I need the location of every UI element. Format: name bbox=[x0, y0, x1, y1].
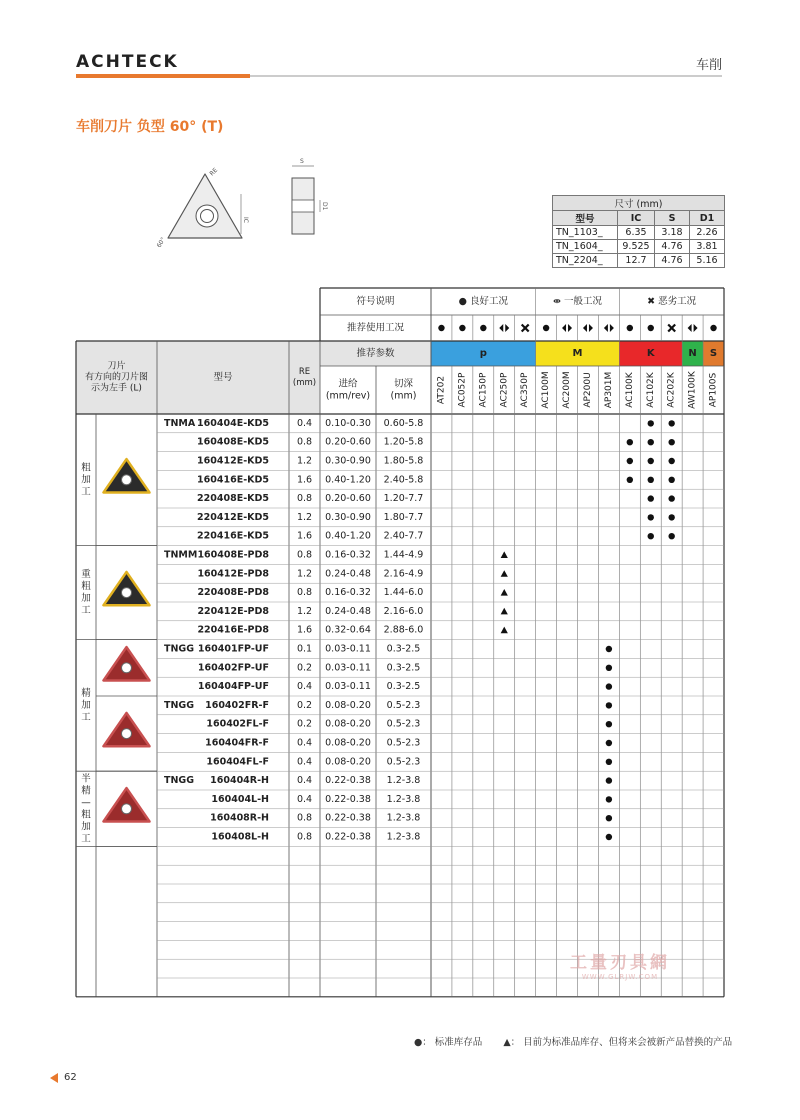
availability-mark bbox=[668, 458, 674, 464]
model-number: 160416E-KD5 bbox=[197, 474, 269, 486]
insert-hole-icon bbox=[122, 804, 132, 814]
dim-cell: 5.16 bbox=[690, 254, 725, 268]
iso-group-label: K bbox=[646, 348, 655, 359]
depth-value: 0.3-2.5 bbox=[386, 643, 421, 655]
availability-mark bbox=[606, 702, 612, 708]
condition-mark bbox=[568, 324, 572, 332]
model-number: 160404E-KD5 bbox=[197, 417, 269, 429]
depth-value: 2.16-6.0 bbox=[383, 605, 424, 617]
grade-name: AC150P bbox=[478, 372, 489, 408]
availability-mark bbox=[606, 777, 612, 783]
grade-name: AC052P bbox=[457, 372, 468, 408]
re-value: 0.4 bbox=[296, 775, 313, 787]
depth-value: 0.60-5.8 bbox=[383, 417, 424, 429]
depth-value: 1.80-5.8 bbox=[383, 455, 424, 467]
legend bbox=[414, 1034, 736, 1048]
dim-cell: 4.76 bbox=[655, 254, 690, 268]
section-label: 加 bbox=[81, 699, 91, 711]
availability-mark bbox=[668, 420, 674, 426]
availability-mark bbox=[501, 608, 508, 615]
re-value: 0.8 bbox=[296, 812, 313, 824]
depth-value: 1.44-4.9 bbox=[383, 549, 424, 561]
availability-mark bbox=[648, 514, 654, 520]
condition-mark bbox=[583, 324, 587, 332]
feed-value: 0.30-0.90 bbox=[325, 455, 371, 467]
re-value: 1.2 bbox=[296, 511, 313, 523]
page-number: 62 bbox=[64, 1072, 77, 1083]
feed-value: 0.32-0.64 bbox=[325, 624, 371, 636]
section-label: 加 bbox=[81, 474, 91, 486]
availability-mark bbox=[606, 665, 612, 671]
re-value: 0.4 bbox=[296, 793, 313, 805]
model-number: 160401FP-UF bbox=[197, 643, 269, 655]
condition-mark bbox=[627, 325, 633, 331]
re-label: RE bbox=[208, 166, 220, 178]
availability-mark bbox=[606, 834, 612, 840]
re-col-header: RE bbox=[298, 367, 311, 377]
re-value: 0.8 bbox=[296, 493, 313, 505]
section-label: 粗 bbox=[81, 462, 91, 474]
depth-value: 1.2-3.8 bbox=[386, 775, 421, 787]
section-label: 工 bbox=[81, 486, 91, 498]
depth-col-header: 切深 bbox=[393, 378, 414, 390]
availability-mark bbox=[668, 514, 674, 520]
insert-hole-icon bbox=[122, 588, 132, 598]
feed-value: 0.16-0.32 bbox=[325, 587, 371, 599]
grade-name: AC202K bbox=[666, 372, 677, 408]
section-label: 重 bbox=[81, 569, 91, 581]
depth-value: 0.3-2.5 bbox=[386, 681, 421, 693]
symbol-label: 符号说明 bbox=[356, 296, 395, 307]
feed-col-header: (mm/rev) bbox=[325, 390, 371, 402]
section-label: 粗 bbox=[81, 809, 91, 821]
availability-mark bbox=[606, 646, 612, 652]
dim-cell: TN_1103_ bbox=[553, 226, 618, 240]
re-value: 0.8 bbox=[296, 587, 313, 599]
depth-value: 0.5-2.3 bbox=[386, 756, 421, 768]
iso-group-label: S bbox=[709, 348, 718, 359]
ic-label: IC bbox=[242, 217, 249, 223]
dim-cell: 4.76 bbox=[655, 240, 690, 254]
re-value: 0.8 bbox=[296, 436, 313, 448]
legend-replace: ▲： 目前为标准品库存、但将来会被新产品替换的产品 bbox=[503, 1037, 733, 1048]
section-label: — bbox=[81, 797, 91, 809]
re-value: 0.4 bbox=[296, 417, 313, 429]
iso-group-label: N bbox=[688, 348, 697, 359]
model-number: 220416E-PD8 bbox=[197, 624, 269, 636]
availability-mark bbox=[648, 533, 654, 539]
insert-hole-icon bbox=[122, 729, 132, 739]
section-label: 工 bbox=[81, 605, 91, 617]
model-prefix: TNGG bbox=[164, 643, 195, 655]
availability-mark bbox=[606, 796, 612, 802]
dim-header: IC bbox=[618, 211, 655, 226]
depth-value: 1.44-6.0 bbox=[383, 587, 424, 599]
availability-mark bbox=[648, 458, 654, 464]
re-value: 0.8 bbox=[296, 549, 313, 561]
re-value: 0.2 bbox=[296, 699, 313, 711]
condition-mark bbox=[610, 324, 614, 332]
dim-cell: TN_2204_ bbox=[553, 254, 618, 268]
depth-value: 2.88-6.0 bbox=[383, 624, 424, 636]
symbol-general: ⇼ 一般工况 bbox=[553, 296, 602, 307]
condition-mark bbox=[648, 325, 654, 331]
model-number: 160404FP-UF bbox=[197, 681, 269, 693]
depth-col-header: (mm) bbox=[390, 390, 417, 402]
model-number: 160412E-PD8 bbox=[197, 568, 269, 580]
grade-name: AP200U bbox=[582, 372, 593, 408]
depth-value: 2.40-7.7 bbox=[383, 530, 424, 542]
section-label: 半 bbox=[81, 773, 91, 785]
feed-value: 0.08-0.20 bbox=[325, 756, 371, 768]
feed-value: 0.30-0.90 bbox=[325, 511, 371, 523]
feed-value: 0.24-0.48 bbox=[325, 605, 371, 617]
availability-mark bbox=[627, 458, 633, 464]
depth-value: 2.40-5.8 bbox=[383, 474, 424, 486]
category-label: 车削 bbox=[695, 58, 722, 73]
model-number: 160402FR-F bbox=[205, 699, 269, 711]
iso-group-label: p bbox=[479, 348, 487, 359]
condition-mark bbox=[543, 325, 549, 331]
d1-label: D1 bbox=[321, 202, 328, 211]
dim-cell: 3.18 bbox=[655, 226, 690, 240]
grade-name: AT202 bbox=[436, 375, 447, 405]
feed-value: 0.22-0.38 bbox=[325, 831, 371, 843]
recommend-label: 推荐使用工况 bbox=[346, 322, 405, 334]
dim-cell: TN_1604_ bbox=[553, 240, 618, 254]
condition-mark bbox=[438, 325, 444, 331]
model-number: 220408E-PD8 bbox=[197, 587, 269, 599]
depth-value: 1.2-3.8 bbox=[386, 793, 421, 805]
grade-name: AP100S bbox=[708, 372, 719, 408]
watermark-text: 工量刃具網 bbox=[570, 953, 670, 973]
feed-value: 0.24-0.48 bbox=[325, 568, 371, 580]
insert-col-header: 刀片 bbox=[107, 361, 126, 372]
re-value: 1.6 bbox=[296, 474, 313, 486]
dim-cell: 3.81 bbox=[690, 240, 725, 254]
availability-mark bbox=[648, 420, 654, 426]
grade-name: AC250P bbox=[499, 372, 510, 408]
watermark-url: WWW.GLRJW.COM bbox=[581, 973, 659, 981]
feed-value: 0.10-0.30 bbox=[325, 417, 371, 429]
depth-value: 1.80-7.7 bbox=[383, 511, 424, 523]
depth-value: 1.20-7.7 bbox=[383, 493, 424, 505]
condition-mark bbox=[480, 325, 486, 331]
re-value: 0.4 bbox=[296, 737, 313, 749]
availability-mark bbox=[627, 439, 633, 445]
symbol-good: ● 良好工况 bbox=[458, 296, 508, 307]
grade-name: AC100M bbox=[541, 371, 552, 409]
insert-col-header: 有方向的刀片图 bbox=[84, 372, 149, 383]
dim-cell: 12.7 bbox=[618, 254, 655, 268]
availability-mark bbox=[501, 589, 508, 596]
dim-cell: 6.35 bbox=[618, 226, 655, 240]
model-number: 160402FP-UF bbox=[197, 662, 269, 674]
grade-name: AP301M bbox=[603, 371, 614, 409]
model-number: 160408L-H bbox=[211, 831, 269, 843]
condition-mark bbox=[505, 324, 509, 332]
feed-value: 0.08-0.20 bbox=[325, 718, 371, 730]
model-number: 160402FL-F bbox=[206, 718, 269, 730]
model-number: 220412E-PD8 bbox=[197, 605, 269, 617]
re-value: 0.2 bbox=[296, 718, 313, 730]
availability-mark bbox=[668, 439, 674, 445]
feed-value: 0.08-0.20 bbox=[325, 737, 371, 749]
re-value: 1.2 bbox=[296, 568, 313, 580]
availability-mark bbox=[606, 721, 612, 727]
legend-standard: ●： 标准库存品 bbox=[414, 1037, 483, 1048]
model-prefix: TNMM bbox=[164, 549, 198, 561]
depth-value: 0.5-2.3 bbox=[386, 737, 421, 749]
availability-mark bbox=[606, 815, 612, 821]
model-number: 160408E-KD5 bbox=[197, 436, 269, 448]
re-value: 0.2 bbox=[296, 662, 313, 674]
model-prefix: TNGG bbox=[164, 775, 195, 787]
condition-mark bbox=[589, 324, 593, 332]
depth-value: 1.2-3.8 bbox=[386, 831, 421, 843]
model-prefix: TNMA bbox=[164, 417, 196, 429]
re-value: 0.4 bbox=[296, 756, 313, 768]
feed-value: 0.16-0.32 bbox=[325, 549, 371, 561]
availability-mark bbox=[606, 759, 612, 765]
feed-value: 0.22-0.38 bbox=[325, 793, 371, 805]
feed-value: 0.20-0.60 bbox=[325, 493, 371, 505]
section-label: 工 bbox=[81, 711, 91, 723]
depth-value: 1.20-5.8 bbox=[383, 436, 424, 448]
section-label: 精 bbox=[81, 687, 91, 699]
angle-label: 60° bbox=[155, 236, 168, 249]
availability-mark bbox=[668, 495, 674, 501]
insert-hole-icon bbox=[122, 663, 132, 673]
feed-value: 0.03-0.11 bbox=[325, 681, 371, 693]
availability-mark bbox=[606, 683, 612, 689]
grade-name: AC100K bbox=[624, 372, 635, 408]
dim-caption: 尺寸 (mm) bbox=[553, 196, 725, 211]
depth-value: 0.3-2.5 bbox=[386, 662, 421, 674]
params-label: 推荐参数 bbox=[356, 348, 395, 359]
condition-mark bbox=[459, 325, 465, 331]
depth-value: 0.5-2.3 bbox=[386, 718, 421, 730]
depth-value: 2.16-4.9 bbox=[383, 568, 424, 580]
symbol-bad: ✖ 恶劣工况 bbox=[647, 296, 697, 307]
re-value: 0.1 bbox=[296, 643, 313, 655]
feed-value: 0.22-0.38 bbox=[325, 775, 371, 787]
brand-logo: ACHTECK bbox=[76, 52, 179, 72]
page-title: 车削刀片 负型 60° (T) bbox=[76, 119, 224, 135]
re-value: 0.8 bbox=[296, 831, 313, 843]
model-number: 160404FR-F bbox=[205, 737, 269, 749]
feed-col-header: 进给 bbox=[338, 378, 358, 390]
re-value: 1.2 bbox=[296, 605, 313, 617]
model-number: 220412E-KD5 bbox=[197, 511, 269, 523]
model-prefix: TNGG bbox=[164, 699, 195, 711]
availability-mark bbox=[668, 533, 674, 539]
grade-name: AC350P bbox=[520, 372, 531, 408]
watermark bbox=[560, 948, 680, 981]
availability-mark bbox=[501, 627, 508, 634]
availability-mark bbox=[501, 551, 508, 558]
page-arrow-icon bbox=[50, 1073, 58, 1083]
availability-mark bbox=[648, 439, 654, 445]
dim-cell: 9.525 bbox=[618, 240, 655, 254]
insert-hole-icon bbox=[122, 475, 132, 485]
re-value: 1.6 bbox=[296, 624, 313, 636]
grade-name: AC102K bbox=[645, 372, 656, 408]
feed-value: 0.20-0.60 bbox=[325, 436, 371, 448]
dim-header: D1 bbox=[690, 211, 725, 226]
depth-value: 1.2-3.8 bbox=[386, 812, 421, 824]
feed-value: 0.03-0.11 bbox=[325, 662, 371, 674]
dim-cell: 2.26 bbox=[690, 226, 725, 240]
availability-mark bbox=[501, 570, 508, 577]
section-label: 精 bbox=[81, 785, 91, 797]
section-label: 加 bbox=[81, 593, 91, 605]
model-number: 160408R-H bbox=[210, 812, 269, 824]
section-label: 加 bbox=[81, 821, 91, 833]
condition-mark bbox=[710, 325, 716, 331]
section-label: 工 bbox=[81, 833, 91, 845]
model-col-header: 型号 bbox=[213, 372, 233, 383]
availability-mark bbox=[668, 477, 674, 483]
depth-value: 0.5-2.3 bbox=[386, 699, 421, 711]
availability-mark bbox=[627, 477, 633, 483]
re-value: 1.2 bbox=[296, 455, 313, 467]
availability-mark bbox=[648, 477, 654, 483]
iso-group-label: M bbox=[572, 348, 583, 359]
model-number: 160404L-H bbox=[211, 793, 269, 805]
feed-value: 0.08-0.20 bbox=[325, 699, 371, 711]
availability-mark bbox=[606, 740, 612, 746]
condition-mark bbox=[694, 324, 698, 332]
grade-name: AW100K bbox=[687, 371, 698, 409]
model-number: 220408E-KD5 bbox=[197, 493, 269, 505]
model-number: 160412E-KD5 bbox=[197, 455, 269, 467]
model-number: 160404FL-F bbox=[206, 756, 269, 768]
feed-value: 0.03-0.11 bbox=[325, 643, 371, 655]
availability-mark bbox=[648, 495, 654, 501]
s-label: S bbox=[300, 158, 304, 165]
dim-header: S bbox=[655, 211, 690, 226]
model-number: 160404R-H bbox=[210, 775, 269, 787]
model-number: 160408E-PD8 bbox=[197, 549, 269, 561]
condition-mark bbox=[499, 324, 503, 332]
condition-mark bbox=[562, 324, 566, 332]
section-label: 粗 bbox=[81, 581, 91, 593]
condition-mark bbox=[604, 324, 608, 332]
feed-value: 0.22-0.38 bbox=[325, 812, 371, 824]
model-number: 220416E-KD5 bbox=[197, 530, 269, 542]
feed-value: 0.40-1.20 bbox=[325, 474, 371, 486]
condition-mark bbox=[688, 324, 692, 332]
re-value: 1.6 bbox=[296, 530, 313, 542]
feed-value: 0.40-1.20 bbox=[325, 530, 371, 542]
insert-col-header: 示为左手 (L) bbox=[91, 383, 142, 394]
re-value: 0.4 bbox=[296, 681, 313, 693]
re-col-header: (mm) bbox=[292, 378, 317, 388]
grade-name: AC200M bbox=[562, 371, 573, 409]
dim-header: 型号 bbox=[553, 211, 618, 226]
